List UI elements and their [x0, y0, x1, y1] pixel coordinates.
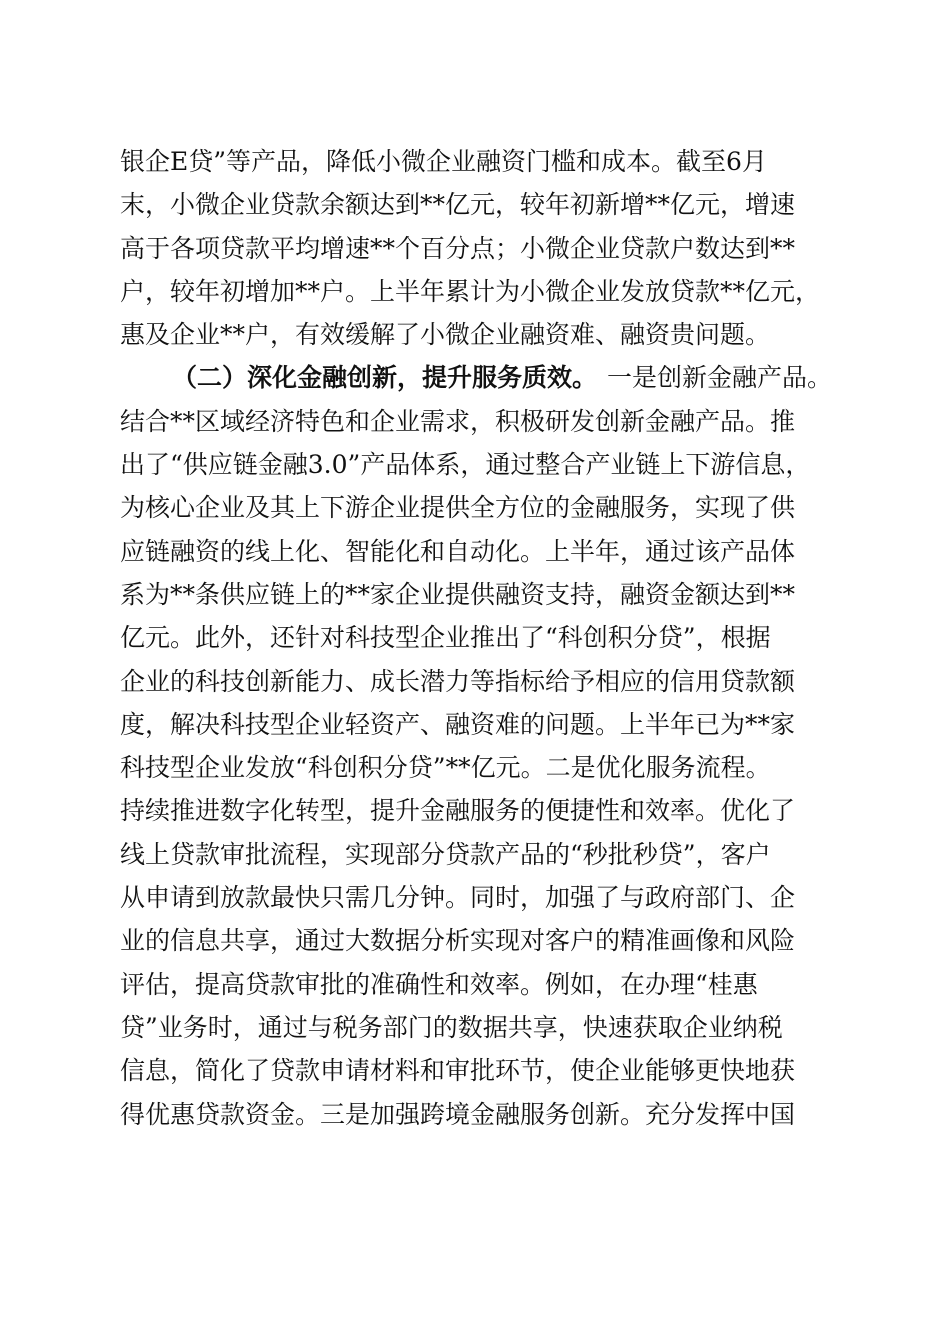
text-line: 末，小微企业贷款余额达到**亿元，较年初新增**亿元，增速 [120, 190, 796, 220]
text-line: 业的信息共享，通过大数据分析实现对客户的精准画像和风险 [120, 926, 796, 956]
section-heading-line [120, 356, 832, 399]
text-line: 银企E贷”等产品，降低小微企业融资门槛和成本。截至6月 [120, 147, 767, 176]
text-line: 系为**条供应链上的**家企业提供融资支持，融资金额达到** [120, 579, 796, 609]
text-line: 科技型企业发放“科创积分贷”**亿元。二是优化服务流程。 [120, 753, 771, 783]
text-line: 评估，提高贷款审批的准确性和效率。例如，在办理“桂惠 [120, 969, 758, 999]
text-line: 信息，简化了贷款申请材料和审批环节，使企业能够更快地获 [120, 1056, 796, 1086]
section-heading: （二）深化金融创新，提升服务质效。 [172, 363, 598, 393]
text-line: 持续推进数字化转型，提升金融服务的便捷性和效率。优化了 [120, 796, 796, 826]
text-line: 企业的科技创新能力、成长潜力等指标给予相应的信用贷款额 [120, 666, 796, 696]
text-line: 应链融资的线上化、智能化和自动化。上半年，通过该产品体 [120, 536, 796, 566]
text-line: 高于各项贷款平均增速**个百分点；小微企业贷款户数达到** [120, 233, 796, 263]
text-line: 从申请到放款最快只需几分钟。同时，加强了与政府部门、企 [120, 883, 796, 913]
text-line: 户，较年初增加**户。上半年累计为小微企业发放贷款**亿元， [120, 276, 821, 306]
text-line: 结合**区域经济特色和企业需求，积极研发创新金融产品。推 [120, 406, 796, 436]
text-line: 线上贷款审批流程，实现部分贷款产品的“秒批秒贷”，客户 [120, 839, 771, 869]
text-line: 得优惠贷款资金。三是加强跨境金融服务创新。充分发挥中国 [120, 1099, 796, 1129]
text-line: 亿元。此外，还针对科技型企业推出了“科创积分贷”，根据 [120, 623, 771, 653]
text-line: 为核心企业及其上下游企业提供全方位的金融服务，实现了供 [120, 493, 796, 523]
section-heading-continuation: 一是创新金融产品。 [606, 363, 832, 393]
text-line: 度，解决科技型企业轻资产、融资难的问题。上半年已为**家 [120, 709, 796, 739]
body-text [120, 140, 832, 1136]
text-line: 贷”业务时，通过与税务部门的数据共享，快速获取企业纳税 [120, 1012, 783, 1042]
text-line: 惠及企业**户，有效缓解了小微企业融资难、融资贵问题。 [120, 320, 771, 350]
paragraph-2 [120, 356, 832, 1135]
paragraph-1 [120, 140, 832, 356]
text-line: 出了“供应链金融3.0”产品体系，通过整合产业链上下游信息， [120, 450, 811, 480]
